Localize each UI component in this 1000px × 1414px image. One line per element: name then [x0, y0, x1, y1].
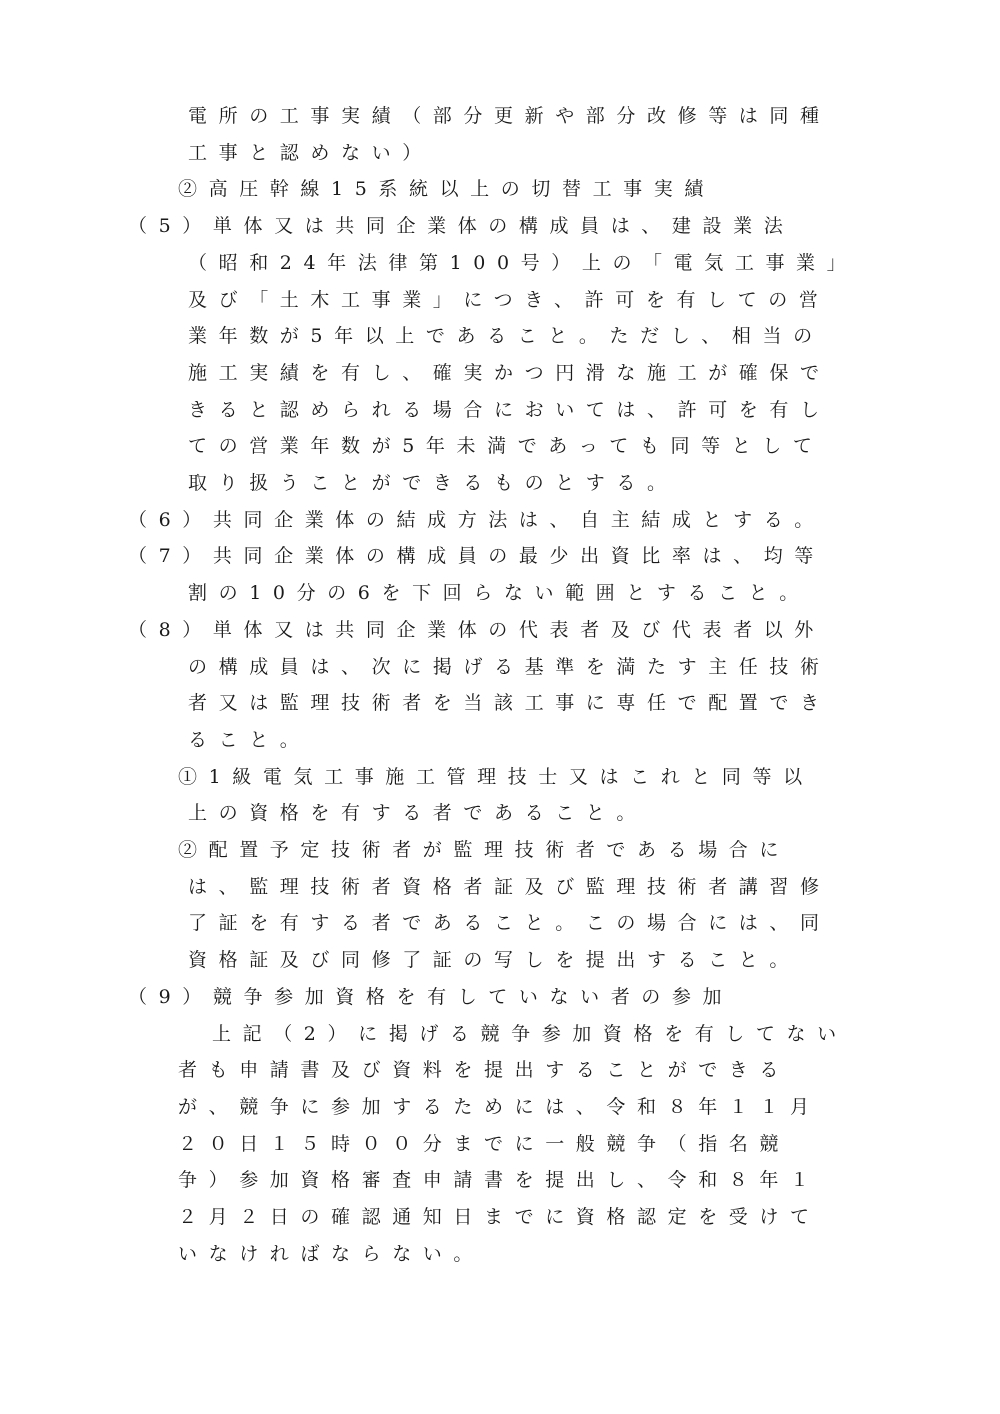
- text-line: （6）共同企業体の結成方法は、自主結成とする。: [128, 508, 825, 531]
- text-line: （8）単体又は共同企業体の代表者及び代表者以外: [128, 618, 825, 641]
- text-line: 工事と認めない）: [188, 141, 433, 164]
- text-line: 業年数が5年以上であること。ただし、相当の: [188, 325, 824, 348]
- text-line: 争）参加資格審査申請書を提出し、令和８年１: [178, 1169, 821, 1192]
- text-line: 上の資格を有する者であること。: [188, 802, 648, 825]
- text-line: が、競争に参加するためには、令和８年１１月: [178, 1095, 821, 1118]
- text-line: は、監理技術者資格者証及び監理技術者講習修: [188, 875, 831, 898]
- text-line: 上記（2）に掲げる競争参加資格を有してない: [212, 1022, 848, 1045]
- text-line: 及び「土木工事業」につき、許可を有しての営: [188, 288, 830, 311]
- text-line: （昭和24年法律第100号）上の「電気工事業」: [188, 251, 858, 274]
- text-line: ②高圧幹線15系統以上の切替工事実績: [178, 178, 715, 201]
- text-line: （7）共同企業体の構成員の最少出資比率は、均等: [128, 545, 825, 568]
- text-line: ①1級電気工事施工管理技士又はこれと同等以: [178, 765, 814, 788]
- text-line: の構成員は、次に掲げる基準を満たす主任技術: [188, 655, 831, 678]
- text-line: 了証を有する者であること。この場合には、同: [188, 912, 831, 935]
- text-line: ること。: [188, 728, 311, 751]
- text-line: （5）単体又は共同企業体の構成員は、建設業法: [128, 215, 795, 238]
- text-line: 者又は監理技術者を当該工事に専任で配置でき: [188, 692, 831, 715]
- text-line: （9）競争参加資格を有していない者の参加: [128, 985, 734, 1008]
- text-line: 資格証及び同修了証の写しを提出すること。: [188, 949, 801, 972]
- text-line: いなければならない。: [178, 1242, 485, 1265]
- text-line: 施工実績を有し、確実かつ円滑な施工が確保で: [188, 361, 831, 384]
- text-line: 者も申請書及び資料を提出することができる: [178, 1059, 791, 1082]
- text-line: 取り扱うことができるものとする。: [188, 472, 678, 494]
- text-line: ての営業年数が5年未満であっても同等として: [188, 435, 824, 458]
- text-line: きると認められる場合においては、許可を有し: [188, 398, 831, 421]
- text-line: 電所の工事実績（部分更新や部分改修等は同種: [188, 105, 831, 127]
- text-line: ２０日１５時００分までに一般競争（指名競: [178, 1132, 791, 1155]
- text-line: ２月２日の確認通知日までに資格認定を受けて: [178, 1206, 821, 1228]
- text-line: ②配置予定技術者が監理技術者である場合に: [178, 839, 791, 861]
- text-line: 割の10分の6を下回らない範囲とすること。: [188, 582, 810, 605]
